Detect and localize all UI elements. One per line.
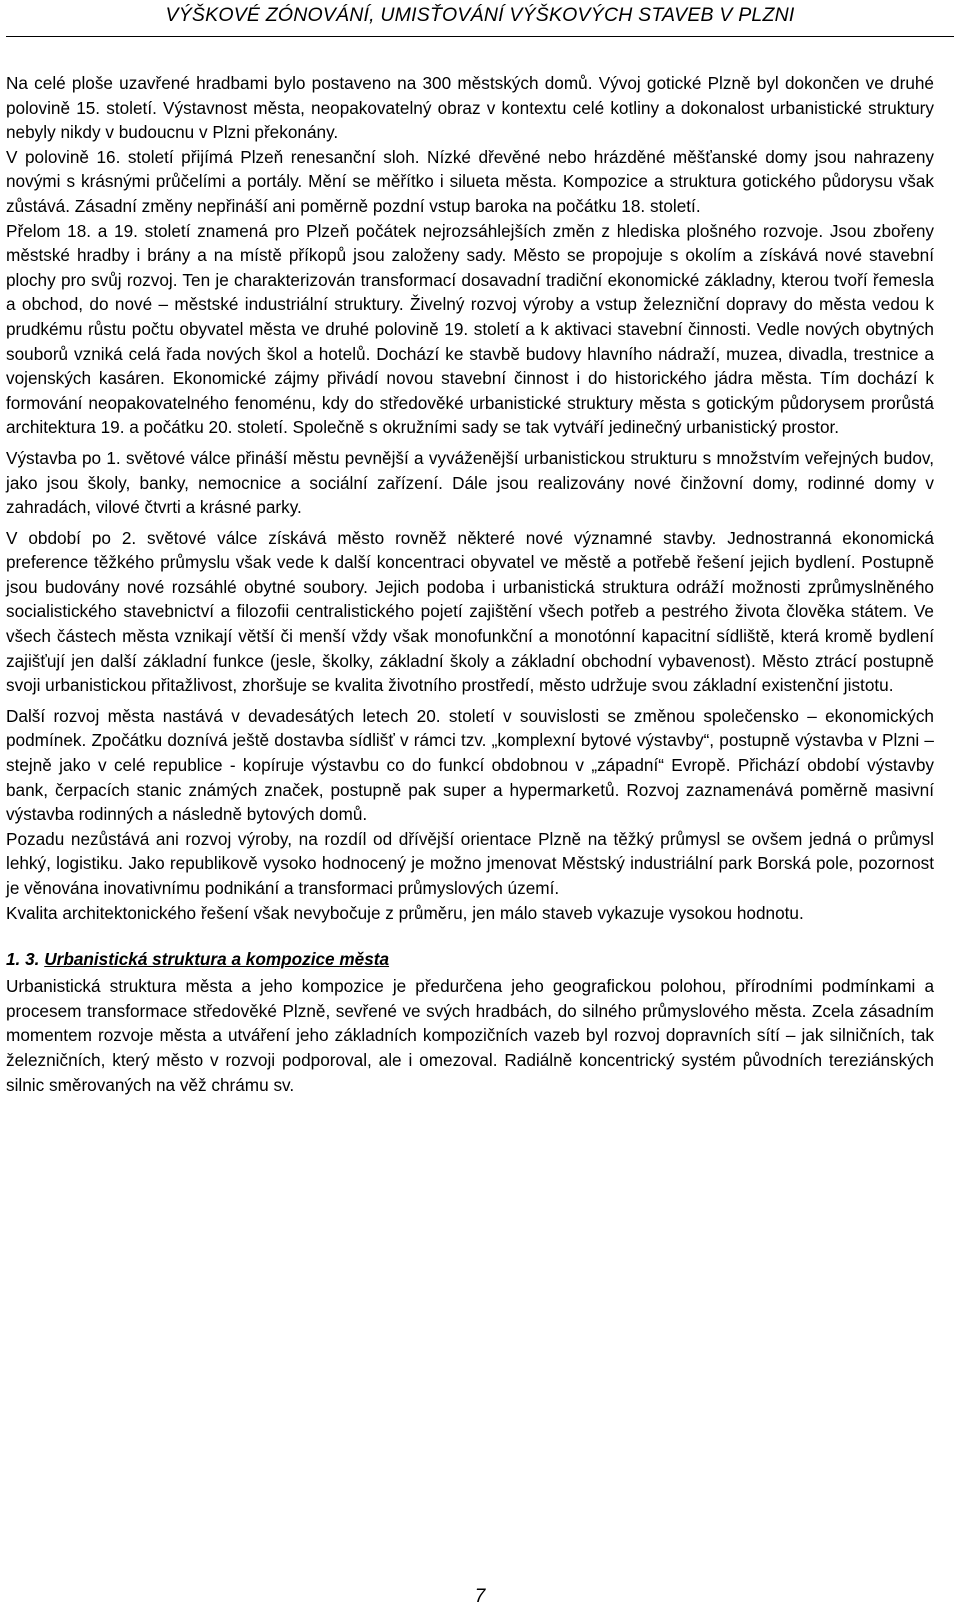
page-header-title: VÝŠKOVÉ ZÓNOVÁNÍ, UMISŤOVÁNÍ VÝŠKOVÝCH STAVEB V PLZNI [165,4,795,26]
paragraph-4: Výstavba po 1. světové válce přináší městu pevnější a vyváženější urbanistickou strukturu s množstvím veřejných budov, jako jsou školy, banky, nemocnice a sociální zařízení. Dále jsou realizovány nové činžovní domy, rodinné domy v zahradách, vilové čtvrti a krásné parky. [6,447,934,518]
document-body [6,71,934,1103]
section-heading [6,947,934,971]
section-title: Urbanistická struktura a kompozice města [44,949,390,970]
section-number: 1. 3. [6,949,40,970]
paragraph-6: Další rozvoj města nastává v devadesátých letech 20. století v souvislosti se změnou společensko – ekonomických podmínek. Zpočátku doznívá ještě dostavba sídlišť v rámci tzv. „komplexní bytové výstavby“, postupně výstavba v Plzni – stejně jako v celé republice - kopíruje výstavbu co do funkcí obdobnou v „západní“ Evropě. Přichází období výstavby bank, čerpacích stanic známých značek, postupně pak super a hypermarketů. Rozvoj zaznamenává poměrně masivní výstavba rodinných a následně bytových domů. [6,705,934,825]
paragraph-3: Přelom 18. a 19. století znamená pro Plzeň počátek nejrozsáhlejších změn z hlediska plošného rozvoje. Jsou zbořeny městské hradby i brány a na místě příkopů jsou založeny sady. Město se propojuje s okolím a získává nové stavební plochy pro svůj rozvoj. Ten je charakterizován transformací dosavadní tradiční ekonomické základny, kterou tvoří řemesla a obchod, do nové – městské industriální struktury. Živelný rozvoj výroby a vstup železniční dopravy do města vedou k prudkému růstu počtu obyvatel města ve druhé polovině 19. století a k aktivaci stavební činnosti. Vedle nových obytných souborů vzniká celá řada nových škol a hotelů. Dochází ke stavbě budovy hlavního nádraží, muzea, divadla, trestnice a vojenských kasáren. Ekonomické zájmy přivádí novou stavební činnost i do historického jádra města. Tím dochází k formování neopakovatelného fenoménu, kdy do středověké urbanistické struktury města s gotickým půdorysem prorůstá architektura 19. a počátku 20. století. Společně s okružními sady se tak vytváří jedinečný urbanistický prostor. [6,220,934,438]
page-number: 7 [474,1586,486,1607]
paragraph-2: V polovině 16. století přijímá Plzeň renesanční sloh. Nízké dřevěné nebo hrázděné měšťanské domy jsou nahrazeny novými s krásnými průčelími a portály. Mění se měřítko i silueta města. Kompozice a struktura gotického půdorysu však zůstává. Zásadní změny nepřináší ani poměrně pozdní vstup baroka na počátku 18. století. [6,146,934,216]
paragraph-8: Kvalita architektonického řešení však nevybočuje z průměru, jen málo staveb vykazuje vysokou hodnotu. [6,902,804,923]
paragraph-1: Na celé ploše uzavřené hradbami bylo postaveno na 300 městských domů. Vývoj gotické Plzně byl dokončen ve druhé polovině 15. století. Výstavnost města, neopakovatelný obraz v kontextu celé kotliny a dokonalost urbanistické struktury nebyly nikdy v budoucnu v Plzni překonány. [6,73,934,143]
header-divider [6,36,954,37]
paragraph-5: V období po 2. světové válce získává město rovněž některé nové významné stavby. Jednostranná ekonomická preference těžkého průmyslu však vede k další koncentraci obyvatel ve městě a potřebě řešení jejich bydlení. Postupně jsou budovány nové rozsáhlé obytné soubory. Jejich podoba i urbanistická struktura odráží možnosti zprůmyslněného socialistického stavebnictví a filozofii centralistického pojetí zajištění všech potřeb a pestrého života člověka státem. Ve všech částech města vznikají větší či menší vždy však monofunkční a monotónní kapacitní sídliště, která kromě bydlení zajišťují jen další základní funkce (jesle, školky, základní školy a základní obchodní vybavenost). Město ztrácí postupně svoji urbanistickou přitažlivost, zhoršuje se kvalita životního prostředí, město udržuje svou základní existenční jistotu. [6,527,934,696]
paragraph-7: Pozadu nezůstává ani rozvoj výroby, na rozdíl od dřívější orientace Plzně na těžký průmysl se ovšem jedná o průmysl lehký, logistiku. Jako republikově vysoko hodnocený je možno jmenovat Městský industriální park Borská pole, pozornost je věnována inovativnímu podnikání a transformaci průmyslových území. [6,828,934,898]
section-paragraph: Urbanistická struktura města a jeho kompozice je předurčena jeho geografickou polohou, přírodními podmínkami a procesem transformace středověké Plzně, sevřené ve svých hradbách, do silného průmyslového města. Zcela zásadním momentem rozvoje města a utváření jeho základních kompozičních vazeb byl rozvoj dopravních sítí – jak silničních, tak železničních, který město v rozvoji podporoval, ale i omezoval. Radiálně koncentrický systém původních tereziánských silnic směrovaných na věž chrámu sv. [6,976,934,1095]
